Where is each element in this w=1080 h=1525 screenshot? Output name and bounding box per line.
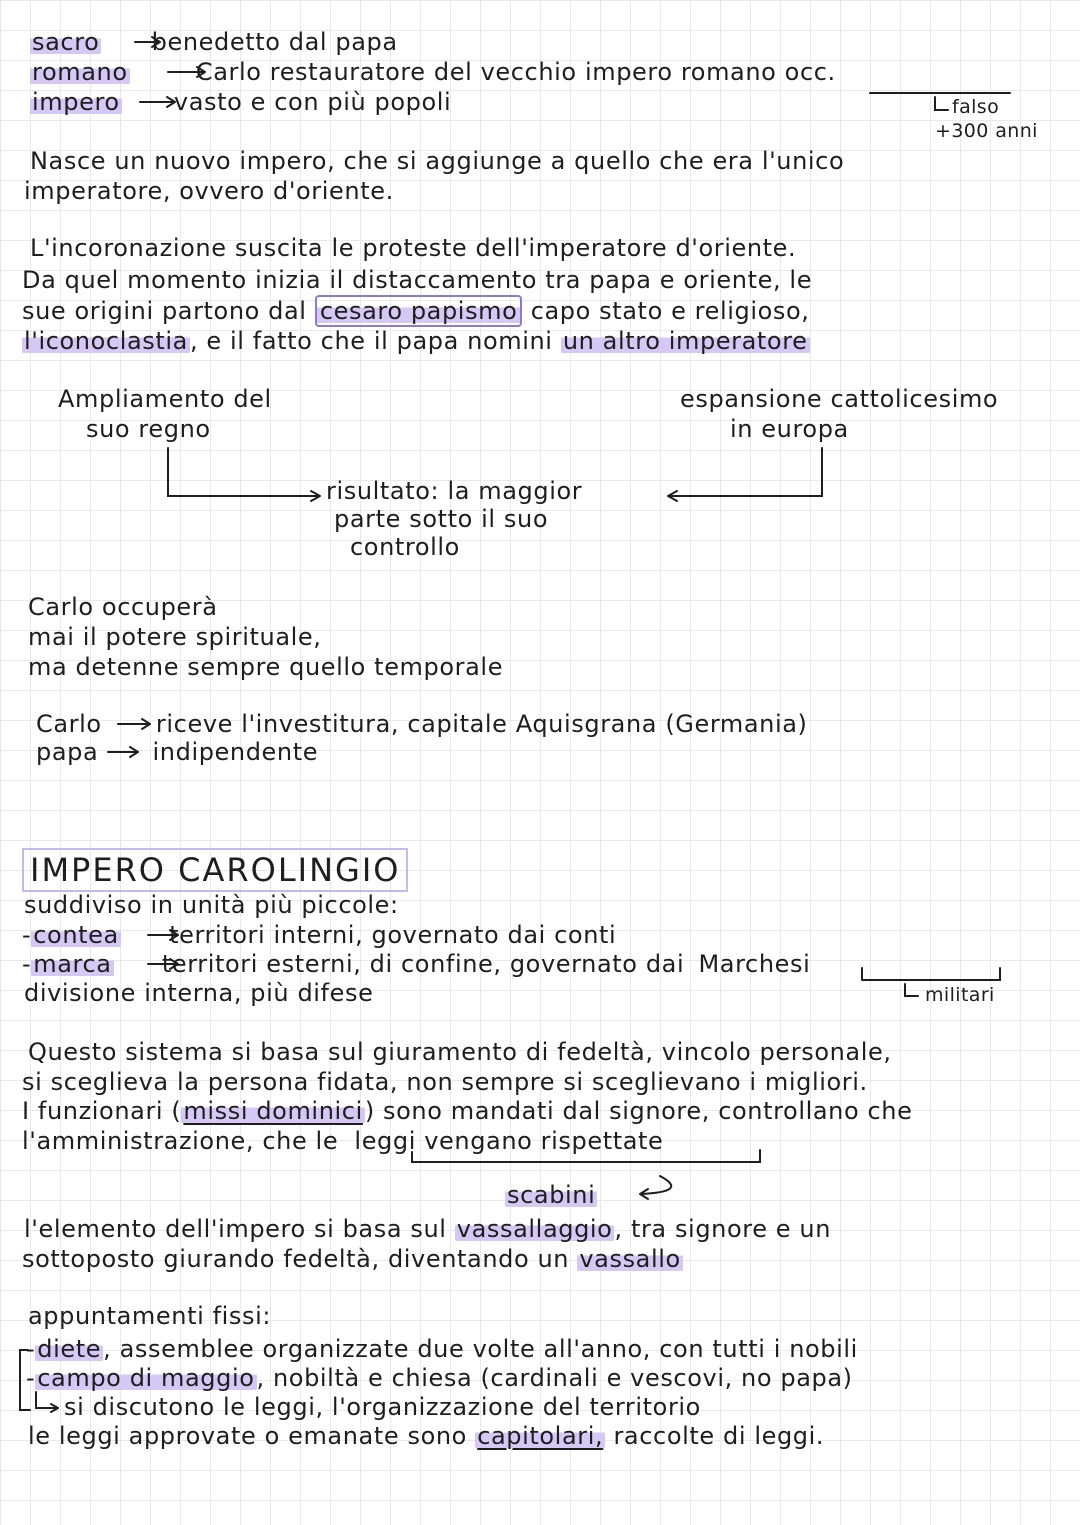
item-contea: -contea territori interni, governato dai conti — [22, 921, 617, 949]
p3-line3: ma detenne sempre quello temporale — [28, 653, 504, 681]
p2-line1: L'incoronazione suscita le proteste dell'imperatore d'oriente. — [30, 234, 797, 262]
term-diete: diete — [37, 1335, 102, 1363]
laws-post: raccolte di leggi. — [613, 1422, 825, 1450]
p2-line3 — [22, 296, 810, 326]
scabini — [505, 1180, 597, 1210]
p1-line1: Nasce un nuovo impero, che si aggiunge a quello che era l'unico — [30, 147, 845, 175]
diagram-left-line2: suo regno — [86, 415, 211, 443]
vassallaggio-hl: vassallaggio — [456, 1215, 613, 1243]
term-marca: marca — [33, 950, 112, 978]
p6-line2 — [22, 1244, 683, 1274]
p5-line4 — [22, 1126, 663, 1156]
p3-line1: Carlo occuperà — [28, 593, 218, 621]
p2-line3-post: capo stato e religioso, — [530, 297, 810, 325]
term-romano: romano — [32, 58, 128, 86]
p4-papa-def: indipendente — [152, 738, 319, 766]
section-title: IMPERO CAROLINGIO — [22, 848, 408, 892]
item-marca: -marca territori esterni, di confine, governato dai Marchesi — [22, 950, 811, 978]
discuss-line: si discutono le leggi, l'organizzazione del territorio — [64, 1393, 701, 1421]
laws-line — [28, 1421, 824, 1451]
def-sacro-text: benedetto dal papa — [151, 28, 398, 56]
def-marca: territori esterni, di confine, governato dai — [161, 950, 685, 978]
marchesi-note: militari — [925, 984, 995, 1006]
p4-papa-term: papa — [36, 738, 99, 766]
def-sacro — [30, 27, 398, 57]
p4-carlo-def: riceve l'investitura, capitale Aquisgrana (Germania) — [155, 710, 808, 738]
diagram-center-line2: parte sotto il suo — [334, 505, 549, 533]
p6-line1-pre: l'elemento dell'impero si basa sul — [24, 1215, 447, 1243]
diagram-right-line1: espansione cattolicesimo — [680, 385, 999, 413]
term-campo: campo di maggio — [37, 1364, 255, 1392]
p5-line4-pre: l'amministrazione, che le — [22, 1127, 339, 1155]
p3-line2: mai il potere spirituale, — [28, 623, 322, 651]
p1-line2: imperatore, ovvero d'oriente. — [24, 177, 394, 205]
p6-line1-post: , tra signore e un — [614, 1215, 832, 1243]
capitolari: capitolari, — [477, 1422, 604, 1450]
def-campo: , nobiltà e chiesa (cardinali e vescovi, no papa) — [256, 1364, 853, 1392]
p6-line1 — [24, 1214, 831, 1244]
laws-pre: le leggi approvate o emanate sono — [28, 1422, 467, 1450]
p2-line4 — [22, 326, 810, 356]
item-diete: -diete, assemblee organizzate due volte all'anno, con tutti i nobili — [26, 1335, 858, 1363]
scabini-hl: scabini — [507, 1181, 596, 1209]
p2-line3-pre: sue origini partono dal — [22, 297, 307, 325]
def-romano — [30, 57, 836, 87]
iconoclastia-hl: l'iconoclastia — [24, 327, 188, 355]
term-impero: impero — [32, 88, 120, 116]
item-campo: -campo di maggio, nobiltà e chiesa (cardinali e vescovi, no papa) — [26, 1364, 853, 1392]
p2-line4-mid: , e il fatto che il papa nomini — [189, 327, 553, 355]
def-contea: territori interni, governato dai conti — [169, 921, 617, 949]
diagram-center-line3: controllo — [350, 533, 460, 561]
p5-line3-pre: I funzionari ( — [22, 1097, 182, 1125]
arrow-discuss — [36, 1392, 58, 1412]
side-note-falso: falso — [952, 96, 1000, 118]
diagram-left-arrow — [168, 448, 320, 501]
arrow-scabini — [640, 1176, 671, 1199]
section-intro: suddiviso in unità più piccole: — [24, 891, 399, 919]
diagram-center-line1: risultato: la maggior — [326, 477, 583, 505]
diagram-right-arrow — [668, 448, 822, 501]
diagram-right-line2: in europa — [730, 415, 849, 443]
def-diete: , assemblee organizzate due volte all'anno, con tutti i nobili — [103, 1335, 858, 1363]
p4-carlo — [36, 709, 808, 739]
term-sacro: sacro — [32, 28, 100, 56]
altro-imperatore-hl: un altro imperatore — [562, 327, 808, 355]
p5-line3 — [22, 1096, 912, 1126]
vassallo-hl: vassallo — [579, 1245, 681, 1273]
def-impero — [30, 87, 451, 117]
side-note-hook — [935, 97, 948, 110]
side-note-anni: +300 anni — [935, 120, 1038, 142]
p7-intro: appuntamenti fissi: — [28, 1302, 272, 1330]
p2-line2: Da quel momento inizia il distaccamento tra papa e oriente, le — [22, 266, 813, 294]
leggi-rispettate: leggi vengano rispettate — [354, 1127, 664, 1155]
cesaro-papismo-box: cesaro papismo — [315, 295, 523, 327]
p5-line2: si sceglieva la persona fidata, non sempre si sceglievano i migliori. — [22, 1068, 868, 1096]
p6-line2-pre: sottoposto giurando fedeltà, diventando un — [22, 1245, 570, 1273]
p5-line3-post: ) sono mandati dal signore, controllano che — [364, 1097, 913, 1125]
marchesi: Marchesi — [698, 950, 811, 978]
def-impero-text: vasto e con più popoli — [173, 88, 452, 116]
def-romano-text: Carlo restauratore del vecchio impero romano occ. — [195, 58, 836, 86]
term-contea: contea — [33, 921, 119, 949]
p4-carlo-term: Carlo — [36, 710, 102, 738]
diagram-left-line1: Ampliamento del — [58, 385, 272, 413]
marchesi-note-hook — [905, 984, 918, 996]
division-line: divisione interna, più difese — [24, 979, 374, 1007]
marchesi-bracket — [862, 968, 1000, 980]
p5-line1: Questo sistema si basa sul giuramento di fedeltà, vincolo personale, — [28, 1038, 892, 1066]
missi-dominici: missi dominici — [183, 1097, 363, 1125]
p4-papa — [36, 737, 318, 767]
